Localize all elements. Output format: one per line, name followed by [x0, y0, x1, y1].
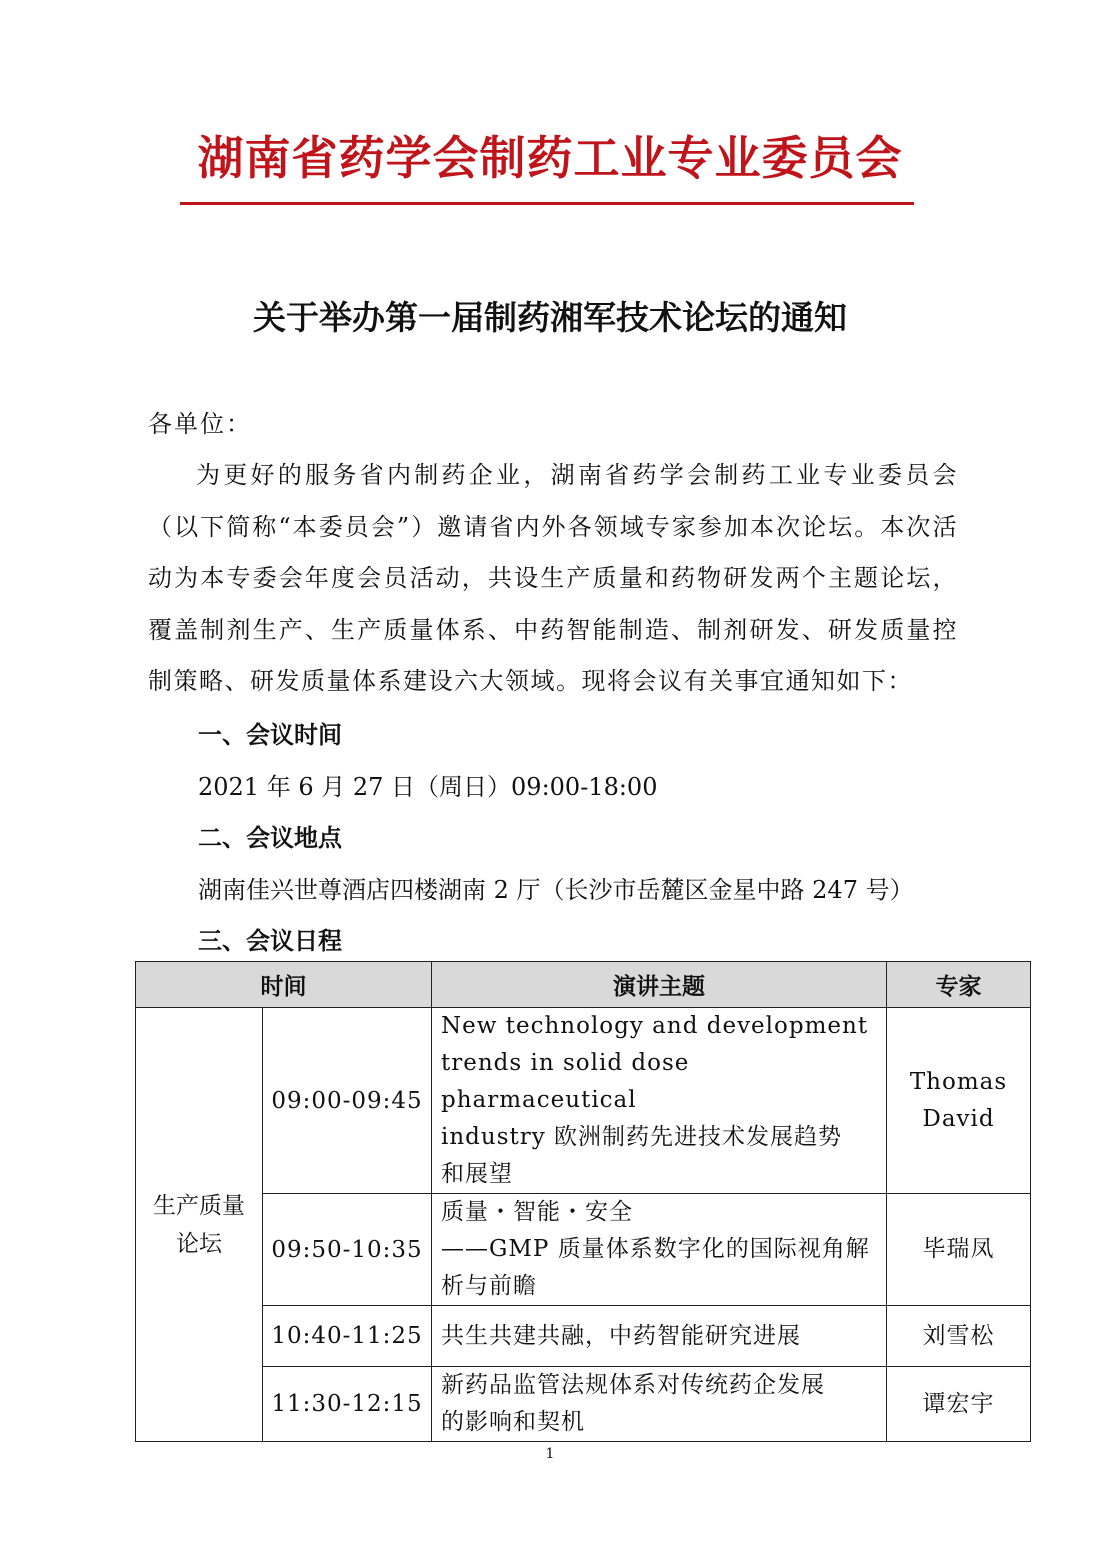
topic-line: 的影响和契机 — [441, 1409, 585, 1435]
schedule-table — [135, 961, 1031, 1442]
forum-label — [136, 1008, 263, 1442]
meeting-time: 2021 年 6 月 27 日（周日）09:00-18:00 — [198, 773, 658, 801]
topic-line: 和展望 — [441, 1161, 513, 1187]
expert-line: 毕瑞凤 — [922, 1236, 995, 1262]
meeting-venue: 湖南佳兴世尊酒店四楼湖南 2 厅（长沙市岳麓区金星中路 247 号） — [198, 876, 914, 904]
session-topic — [432, 1306, 887, 1367]
schedule-header-row — [136, 962, 1031, 1008]
topic-line: 析与前瞻 — [441, 1273, 537, 1299]
header-time: 时间 — [136, 962, 432, 1008]
page-number: 1 — [545, 1446, 555, 1462]
section-heading-venue: 二、会议地点 — [198, 824, 342, 852]
session-topic — [432, 1194, 887, 1306]
header-topic: 演讲主题 — [432, 962, 887, 1008]
expert-line: David — [922, 1105, 995, 1132]
header-expert: 专家 — [887, 962, 1031, 1008]
notice-title: 关于举办第一届制药湘军技术论坛的通知 — [253, 298, 847, 337]
section-heading-schedule: 三、会议日程 — [198, 927, 342, 955]
salutation: 各单位： — [148, 410, 252, 438]
session-topic — [432, 1008, 887, 1194]
section-heading-time: 一、会议时间 — [198, 721, 342, 749]
session-expert — [887, 1367, 1031, 1442]
expert-line: Thomas — [909, 1068, 1008, 1095]
session-time: 11:30-12:15 — [263, 1367, 432, 1442]
session-time: 09:50-10:35 — [263, 1194, 432, 1306]
table-row — [136, 1306, 1031, 1367]
session-time: 10:40-11:25 — [263, 1306, 432, 1367]
topic-line: trends in solid dose pharmaceutical — [441, 1050, 690, 1113]
header-divider — [180, 202, 914, 205]
session-expert — [887, 1194, 1031, 1306]
session-expert — [887, 1008, 1031, 1194]
topic-line: ——GMP 质量体系数字化的国际视角解 — [441, 1236, 870, 1262]
topic-line: 质量・智能・安全 — [441, 1199, 633, 1225]
session-time: 09:00-09:45 — [263, 1008, 432, 1194]
session-expert — [887, 1306, 1031, 1367]
table-row — [136, 1008, 1031, 1194]
intro-paragraph: 为更好的服务省内制药企业，湖南省药学会制药工业专业委员会（以下简称“本委员会”）邀请省内外各领域专家参加本次论坛。本次活动为本专委会年度会员活动，共设生产质量和药物研发两个主题论坛，覆盖制剂生产、生产质量体系、中药智能制造、制剂研发、研发质量控制策略、研发质量体系建设六大领域。现将会议有关事宜通知如下： — [148, 461, 958, 695]
topic-line: industry 欧洲制药先进技术发展趋势 — [441, 1124, 843, 1150]
topic-line: New technology and development — [441, 1013, 869, 1039]
session-topic — [432, 1367, 887, 1442]
expert-line: 刘雪松 — [922, 1322, 995, 1349]
table-row — [136, 1367, 1031, 1442]
forum-label-line: 生产质量 — [153, 1192, 245, 1219]
forum-label-line: 论坛 — [176, 1230, 222, 1257]
table-row — [136, 1194, 1031, 1306]
expert-line: 谭宏宇 — [922, 1390, 995, 1417]
topic-line: 新药品监管法规体系对传统药企发展 — [441, 1372, 825, 1398]
organization-title: 湖南省药学会制药工业专业委员会 — [197, 131, 903, 185]
topic-line: 共生共建共融，中药智能研究进展 — [441, 1322, 801, 1349]
